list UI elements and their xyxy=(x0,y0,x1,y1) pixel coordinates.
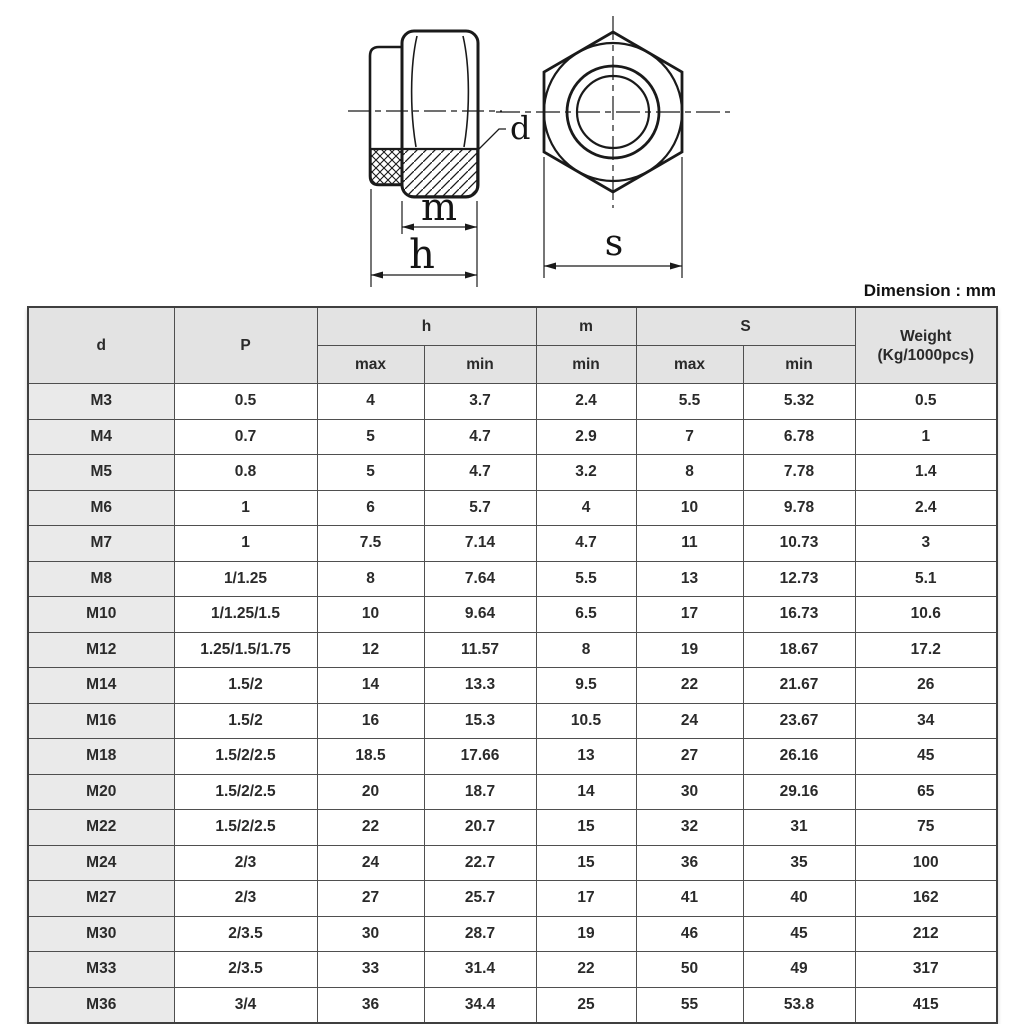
cell-thread-size: M30 xyxy=(28,916,174,952)
cell-thread-size: M10 xyxy=(28,597,174,633)
table-row xyxy=(28,845,997,881)
cell-value: 16.73 xyxy=(743,597,855,633)
cell-value: 45 xyxy=(855,739,997,775)
cell-value: 15.3 xyxy=(424,703,536,739)
cell-value: 1.5/2/2.5 xyxy=(174,810,317,846)
cell-thread-size: M5 xyxy=(28,455,174,491)
cell-value: 0.5 xyxy=(855,384,997,420)
cell-value: 7.78 xyxy=(743,455,855,491)
cell-value: 26.16 xyxy=(743,739,855,775)
cell-value: 1.25/1.5/1.75 xyxy=(174,632,317,668)
cell-value: 1/1.25 xyxy=(174,561,317,597)
subheader-h-min: min xyxy=(424,346,536,384)
cell-value: 24 xyxy=(636,703,743,739)
table-row xyxy=(28,774,997,810)
table-row xyxy=(28,384,997,420)
cell-value: 8 xyxy=(317,561,424,597)
cell-value: 18.5 xyxy=(317,739,424,775)
cell-value: 20 xyxy=(317,774,424,810)
cell-value: 13 xyxy=(536,739,636,775)
hex-facet-left xyxy=(412,36,417,147)
cell-value: 53.8 xyxy=(743,987,855,1023)
cell-value: 0.7 xyxy=(174,419,317,455)
h-arrow-left xyxy=(371,272,383,279)
m-arrow-right xyxy=(465,224,477,231)
cell-thread-size: M18 xyxy=(28,739,174,775)
cell-thread-size: M22 xyxy=(28,810,174,846)
cell-value: 1.4 xyxy=(855,455,997,491)
cell-value: 46 xyxy=(636,916,743,952)
cell-value: 34 xyxy=(855,703,997,739)
col-header-weight xyxy=(855,307,997,384)
cell-value: 55 xyxy=(636,987,743,1023)
cell-value: 41 xyxy=(636,881,743,917)
col-header-d: d xyxy=(28,307,174,384)
cell-value: 1 xyxy=(174,526,317,562)
col-header-p: P xyxy=(174,307,317,384)
cell-value: 26 xyxy=(855,668,997,704)
cell-thread-size: M33 xyxy=(28,952,174,988)
cell-value: 1 xyxy=(855,419,997,455)
table-row xyxy=(28,739,997,775)
cell-value: 22.7 xyxy=(424,845,536,881)
cell-value: 17 xyxy=(536,881,636,917)
cell-value: 22 xyxy=(317,810,424,846)
cell-value: 36 xyxy=(317,987,424,1023)
table-row xyxy=(28,881,997,917)
lock-nut-technical-drawing xyxy=(0,0,1024,302)
cell-value: 7.14 xyxy=(424,526,536,562)
cell-thread-size: M8 xyxy=(28,561,174,597)
cell-value: 1.5/2/2.5 xyxy=(174,774,317,810)
cell-value: 5.5 xyxy=(536,561,636,597)
col-header-s: S xyxy=(636,307,855,346)
cell-value: 18.67 xyxy=(743,632,855,668)
cell-value: 1/1.25/1.5 xyxy=(174,597,317,633)
cell-value: 4.7 xyxy=(424,419,536,455)
cell-value: 17.2 xyxy=(855,632,997,668)
table-header xyxy=(28,307,997,384)
cell-value: 33 xyxy=(317,952,424,988)
cell-value: 50 xyxy=(636,952,743,988)
cell-value: 5 xyxy=(317,419,424,455)
cell-value: 2.4 xyxy=(536,384,636,420)
cell-value: 17.66 xyxy=(424,739,536,775)
cell-value: 24 xyxy=(317,845,424,881)
cell-value: 6.5 xyxy=(536,597,636,633)
cell-thread-size: M14 xyxy=(28,668,174,704)
cell-value: 0.5 xyxy=(174,384,317,420)
cell-value: 8 xyxy=(536,632,636,668)
table-row xyxy=(28,916,997,952)
cell-value: 40 xyxy=(743,881,855,917)
cell-thread-size: M36 xyxy=(28,987,174,1023)
cell-value: 31 xyxy=(743,810,855,846)
table-row xyxy=(28,561,997,597)
cell-value: 32 xyxy=(636,810,743,846)
cell-value: 23.67 xyxy=(743,703,855,739)
cell-value: 4.7 xyxy=(536,526,636,562)
s-arrow-left xyxy=(544,263,556,270)
cell-value: 3 xyxy=(855,526,997,562)
cell-value: 2/3.5 xyxy=(174,952,317,988)
col-header-h: h xyxy=(317,307,536,346)
cell-value: 15 xyxy=(536,810,636,846)
cell-value: 1.5/2 xyxy=(174,668,317,704)
cell-value: 212 xyxy=(855,916,997,952)
dimensions-table xyxy=(27,306,998,1024)
cell-value: 10.6 xyxy=(855,597,997,633)
dim-label-d: d xyxy=(510,109,531,147)
h-arrow-right xyxy=(465,272,477,279)
cell-value: 5 xyxy=(317,455,424,491)
cell-value: 3.2 xyxy=(536,455,636,491)
weight-label-line1: Weight xyxy=(900,327,952,345)
weight-label-line2: (Kg/1000pcs) xyxy=(877,346,974,364)
cell-value: 29.16 xyxy=(743,774,855,810)
cell-value: 27 xyxy=(317,881,424,917)
cell-value: 415 xyxy=(855,987,997,1023)
cell-value: 35 xyxy=(743,845,855,881)
s-arrow-right xyxy=(670,263,682,270)
cell-value: 6.78 xyxy=(743,419,855,455)
cell-value: 9.78 xyxy=(743,490,855,526)
cell-thread-size: M12 xyxy=(28,632,174,668)
hex-facet-right xyxy=(463,36,468,147)
cell-value: 1.5/2/2.5 xyxy=(174,739,317,775)
cell-thread-size: M7 xyxy=(28,526,174,562)
col-header-m: m xyxy=(536,307,636,346)
cell-value: 34.4 xyxy=(424,987,536,1023)
cell-value: 4 xyxy=(536,490,636,526)
cell-value: 3/4 xyxy=(174,987,317,1023)
cell-value: 10 xyxy=(636,490,743,526)
cell-value: 2.4 xyxy=(855,490,997,526)
cell-thread-size: M24 xyxy=(28,845,174,881)
table-row xyxy=(28,455,997,491)
cell-value: 1.5/2 xyxy=(174,703,317,739)
cell-value: 19 xyxy=(536,916,636,952)
cell-value: 31.4 xyxy=(424,952,536,988)
table-row xyxy=(28,668,997,704)
cell-value: 27 xyxy=(636,739,743,775)
cell-value: 20.7 xyxy=(424,810,536,846)
cell-thread-size: M6 xyxy=(28,490,174,526)
cell-value: 45 xyxy=(743,916,855,952)
cell-value: 22 xyxy=(636,668,743,704)
dimension-unit-note: Dimension : mm xyxy=(863,281,996,300)
cell-value: 18.7 xyxy=(424,774,536,810)
table-row xyxy=(28,703,997,739)
spec-table-body xyxy=(28,384,997,1024)
cell-value: 15 xyxy=(536,845,636,881)
cell-value: 21.67 xyxy=(743,668,855,704)
cell-value: 14 xyxy=(317,668,424,704)
cell-value: 0.8 xyxy=(174,455,317,491)
cell-value: 11.57 xyxy=(424,632,536,668)
cell-value: 100 xyxy=(855,845,997,881)
cell-value: 75 xyxy=(855,810,997,846)
cell-value: 7 xyxy=(636,419,743,455)
cell-value: 25.7 xyxy=(424,881,536,917)
cell-value: 16 xyxy=(317,703,424,739)
subheader-m-min: min xyxy=(536,346,636,384)
cell-value: 5.1 xyxy=(855,561,997,597)
cell-value: 5.7 xyxy=(424,490,536,526)
subheader-h-max: max xyxy=(317,346,424,384)
table-row xyxy=(28,987,997,1023)
cell-thread-size: M27 xyxy=(28,881,174,917)
subheader-s-min: min xyxy=(743,346,855,384)
table-row xyxy=(28,526,997,562)
cell-value: 30 xyxy=(636,774,743,810)
cell-value: 2/3.5 xyxy=(174,916,317,952)
cell-value: 4.7 xyxy=(424,455,536,491)
cell-value: 7.64 xyxy=(424,561,536,597)
cell-value: 5.5 xyxy=(636,384,743,420)
cell-value: 14 xyxy=(536,774,636,810)
cell-value: 10 xyxy=(317,597,424,633)
d-leader-line xyxy=(477,129,506,151)
cell-thread-size: M3 xyxy=(28,384,174,420)
cell-value: 13.3 xyxy=(424,668,536,704)
cell-value: 19 xyxy=(636,632,743,668)
cell-value: 36 xyxy=(636,845,743,881)
cell-value: 9.64 xyxy=(424,597,536,633)
dim-label-m: m xyxy=(420,185,458,229)
cell-value: 22 xyxy=(536,952,636,988)
cell-value: 2/3 xyxy=(174,881,317,917)
cell-thread-size: M4 xyxy=(28,419,174,455)
cell-value: 25 xyxy=(536,987,636,1023)
cell-value: 9.5 xyxy=(536,668,636,704)
cell-value: 8 xyxy=(636,455,743,491)
cell-value: 10.73 xyxy=(743,526,855,562)
cell-value: 13 xyxy=(636,561,743,597)
cell-thread-size: M16 xyxy=(28,703,174,739)
nylon-section-hatch xyxy=(371,149,402,184)
cell-value: 7.5 xyxy=(317,526,424,562)
cell-value: 4 xyxy=(317,384,424,420)
table-row xyxy=(28,810,997,846)
subheader-s-max: max xyxy=(636,346,743,384)
cell-value: 5.32 xyxy=(743,384,855,420)
cell-value: 12 xyxy=(317,632,424,668)
cell-value: 6 xyxy=(317,490,424,526)
cell-value: 17 xyxy=(636,597,743,633)
table-row xyxy=(28,419,997,455)
cell-thread-size: M20 xyxy=(28,774,174,810)
cell-value: 11 xyxy=(636,526,743,562)
table-row xyxy=(28,490,997,526)
cell-value: 1 xyxy=(174,490,317,526)
cell-value: 2.9 xyxy=(536,419,636,455)
dim-label-s: s xyxy=(604,223,624,264)
cell-value: 49 xyxy=(743,952,855,988)
table-row xyxy=(28,952,997,988)
table-row xyxy=(28,597,997,633)
dim-label-h: h xyxy=(409,232,435,278)
cell-value: 2/3 xyxy=(174,845,317,881)
cell-value: 162 xyxy=(855,881,997,917)
table-row xyxy=(28,632,997,668)
cell-value: 3.7 xyxy=(424,384,536,420)
m-arrow-left xyxy=(402,224,414,231)
cell-value: 317 xyxy=(855,952,997,988)
cell-value: 12.73 xyxy=(743,561,855,597)
cell-value: 30 xyxy=(317,916,424,952)
cell-value: 10.5 xyxy=(536,703,636,739)
cell-value: 28.7 xyxy=(424,916,536,952)
cell-value: 65 xyxy=(855,774,997,810)
